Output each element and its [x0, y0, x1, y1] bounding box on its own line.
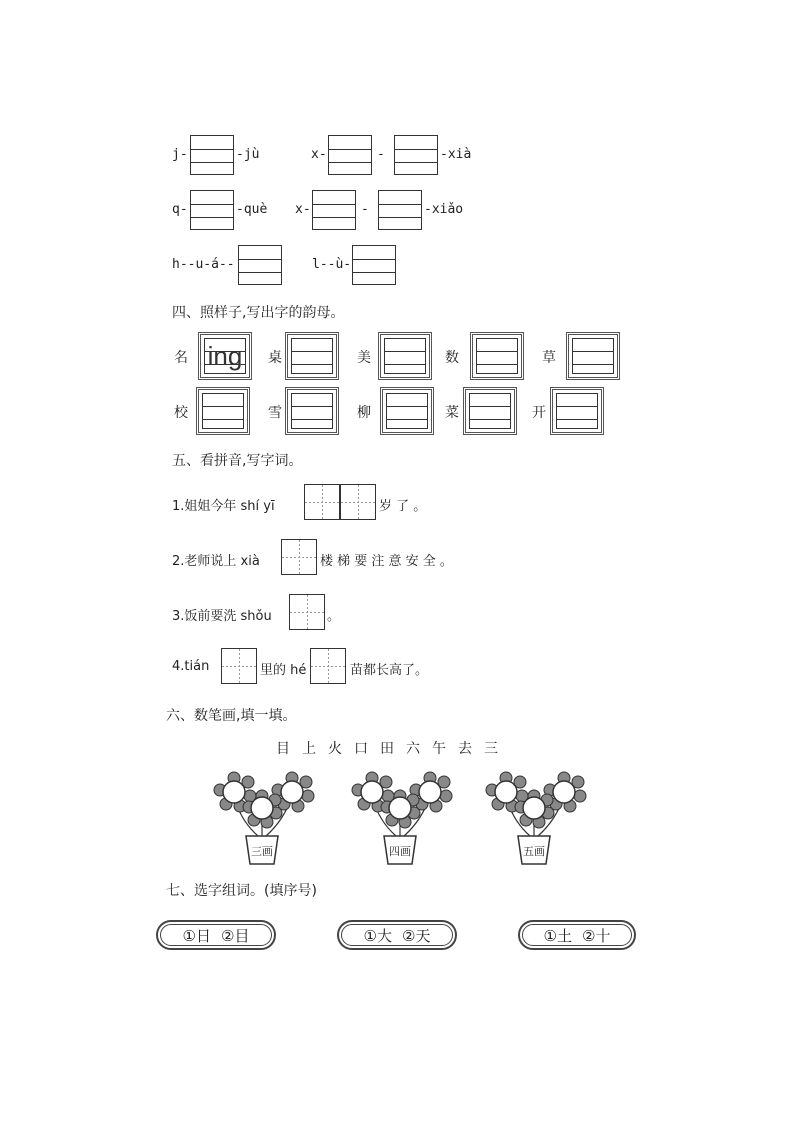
pinyin-suffix: -xià — [440, 147, 472, 162]
pinyin-mid: - — [377, 147, 385, 162]
option-group-1 — [156, 920, 276, 950]
char-grid-box[interactable] — [281, 539, 317, 575]
character-list — [270, 738, 504, 758]
pinyin-answer-box[interactable] — [328, 135, 372, 175]
flower-icon — [544, 772, 586, 812]
flower-pot-2 — [348, 770, 458, 870]
character: 午 — [432, 741, 446, 757]
character: 田 — [380, 741, 394, 757]
pinyin-prefix: q- — [172, 202, 188, 217]
final-answer-box[interactable] — [463, 387, 517, 435]
question-text: 1.姐姐今年 shí yī — [172, 499, 275, 514]
option-a: ①土 — [543, 926, 572, 945]
character: 六 — [406, 741, 420, 757]
character: 菜 — [445, 405, 459, 421]
character: 数 — [445, 350, 459, 366]
pinyin-prefix: j- — [172, 147, 188, 162]
pot-label: 四画 — [389, 845, 411, 858]
char-grid-box[interactable] — [289, 594, 325, 630]
pinyin-prefix: x- — [311, 147, 327, 162]
char-grid-box[interactable] — [221, 648, 257, 684]
character: 桌 — [268, 350, 282, 366]
pinyin-suffix: -què — [236, 202, 268, 217]
pot-label: 三画 — [251, 845, 273, 858]
character: 校 — [174, 405, 188, 421]
question-text: 4.tián — [172, 659, 210, 674]
question-text: 。 — [327, 609, 341, 624]
flower-icon — [410, 772, 452, 812]
character: 雪 — [268, 405, 282, 421]
pinyin-prefix: l--ù- — [312, 257, 352, 272]
section-6-title: 六、数笔画,填一填。 — [166, 708, 297, 724]
character: 上 — [302, 741, 316, 757]
question-text: 苗都长高了。 — [350, 663, 429, 678]
pinyin-prefix: x- — [295, 202, 311, 217]
character: 去 — [458, 741, 472, 757]
character: 柳 — [357, 405, 371, 421]
option-group-2 — [337, 920, 457, 950]
flower-pot-3 — [482, 770, 592, 870]
final-answer-box[interactable] — [285, 387, 339, 435]
final-answer-box[interactable] — [380, 387, 434, 435]
option-group-3 — [518, 920, 636, 950]
char-grid-box[interactable] — [340, 484, 376, 520]
character: 名 — [174, 350, 188, 366]
final-answer-box[interactable] — [566, 332, 620, 380]
pinyin-answer-box[interactable] — [190, 135, 234, 175]
question-text: 2.老师说上 xià — [172, 554, 260, 569]
final-answer-box[interactable] — [198, 332, 252, 380]
pinyin-answer-box[interactable] — [378, 190, 422, 230]
final-answer-box[interactable] — [196, 387, 250, 435]
pinyin-mid: - — [361, 202, 369, 217]
section-7-title: 七、选字组词。(填序号) — [166, 883, 317, 899]
pinyin-prefix: h--u-á-- — [172, 257, 235, 272]
flower-pot-1 — [210, 770, 320, 870]
character: 美 — [357, 350, 371, 366]
section-5-title: 五、看拼音,写字词。 — [172, 453, 303, 469]
example-answer: ing — [207, 341, 243, 371]
char-grid-box[interactable] — [310, 648, 346, 684]
pot-label: 五画 — [523, 845, 545, 858]
character: 三 — [484, 741, 498, 757]
character: 口 — [354, 741, 368, 757]
question-text: 3.饭前要洗 shǒu — [172, 609, 272, 624]
pinyin-answer-box[interactable] — [352, 245, 396, 285]
question-text: 岁 了 。 — [379, 499, 427, 514]
final-answer-box[interactable] — [285, 332, 339, 380]
pinyin-answer-box[interactable] — [238, 245, 282, 285]
character: 开 — [532, 405, 546, 421]
final-answer-box[interactable] — [378, 332, 432, 380]
option-b: ②十 — [582, 926, 611, 945]
option-b: ②天 — [402, 926, 431, 945]
question-text: 里的 hé — [260, 663, 307, 678]
pinyin-suffix: -xiǎo — [424, 202, 464, 217]
pinyin-answer-box[interactable] — [312, 190, 356, 230]
option-a: ①日 — [182, 926, 211, 945]
pinyin-answer-box[interactable] — [190, 190, 234, 230]
character: 目 — [276, 741, 290, 757]
pinyin-suffix: -jù — [236, 147, 260, 162]
char-grid-box[interactable] — [304, 484, 340, 520]
section-4-title: 四、照样子,写出字的韵母。 — [172, 305, 345, 321]
character: 火 — [328, 741, 342, 757]
option-a: ①大 — [363, 926, 392, 945]
final-answer-box[interactable] — [470, 332, 524, 380]
final-answer-box[interactable] — [550, 387, 604, 435]
option-b: ②目 — [221, 926, 250, 945]
character: 草 — [542, 350, 556, 366]
pinyin-answer-box[interactable] — [394, 135, 438, 175]
flower-icon — [272, 772, 314, 812]
question-text: 楼 梯 要 注 意 安 全 。 — [320, 554, 453, 569]
